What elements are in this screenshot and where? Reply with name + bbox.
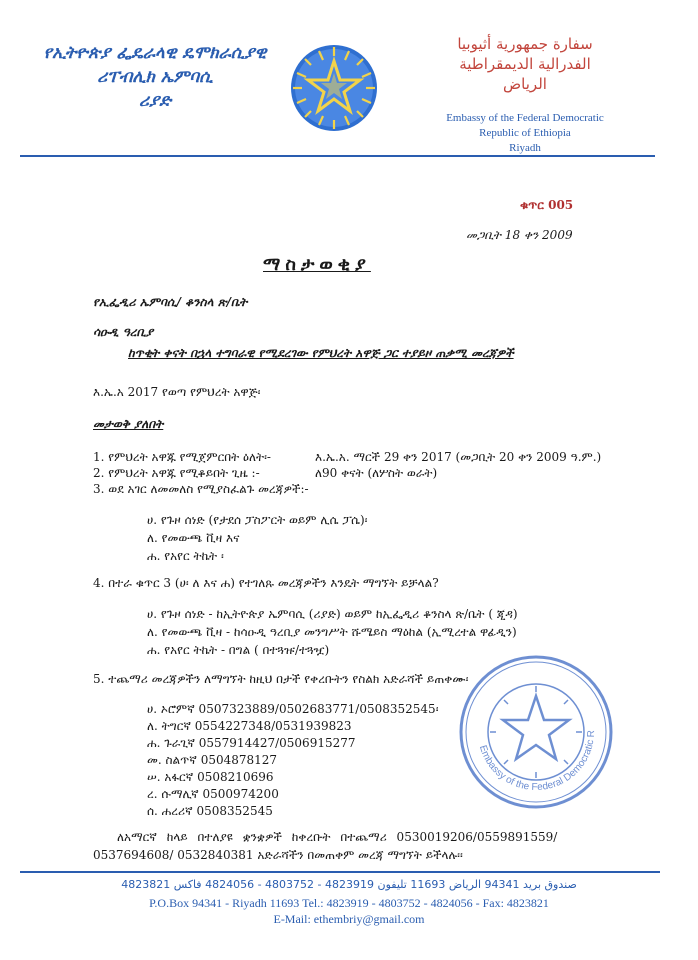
footer-english: P.O.Box 94341 - Riyadh 11693 Tel.: 4823919 - 4803752 - 4824056 - Fax: 4823821 [149, 896, 549, 910]
letterhead-arabic [420, 35, 630, 93]
section-heading: መታወቅ ያለበት [93, 417, 164, 431]
letterhead-arabic-line1: سفارة جمهورية أثيوبيا [457, 35, 593, 53]
closing-line2: 0537694608/ 0532840381 አድራሻችን በመጠቀም መረጃ ማግኘት ይችላሉ፡፡ [93, 848, 463, 862]
footer-email: E-Mail: ethembriy@gmail.com [273, 912, 425, 926]
list3-item-c: ሐ. የአየር ትኬት ፡ [147, 549, 224, 563]
phone-afar: ሠ. አፋርኛ 0508210696 [147, 770, 274, 784]
letterhead-english-line3: Riyadh [509, 142, 541, 154]
address-line2: ሳዑዲ ዓረቢያ [93, 325, 154, 339]
address-line1: የኢፌዲሪ ኤምባሲ/ ቆንስላ ጽ/ቤት [93, 295, 248, 309]
header-rule [20, 155, 655, 157]
embassy-stamp-icon [456, 652, 616, 812]
ethiopian-star-emblem-icon [289, 43, 379, 133]
list3-item-a: ሀ. የጉዞ ሰነድ (የታደሰ ፓስፖርት ወይም ሊሴ ፓሴ)፡ [147, 513, 368, 527]
phone-siltigna: መ. ስልጥኛ 0504878127 [147, 753, 278, 767]
item-1-value: እ.ኤ.አ. ማርች 29 ቀን 2017 (መጋቢት 20 ቀን 2009 ዓ.ም.) [315, 450, 602, 464]
stamp-text: Embassy of the Federal Democratic R [476, 729, 598, 794]
svg-text:Embassy of the Federal Democra [456, 652, 597, 793]
question-4: 4. በተራ ቁጥር 3 (ሀ፡ ለ እና ሐ) የተገለጹ መረጃዎችን እንዴት ማግኘት ይቻላል? [93, 576, 439, 590]
list4-item-a: ሀ. የጉዞ ሰነድ - ከኢትዮጵያ ኤምባሲ (ሪያድ) ወይም ከኢፌዲሪ ቆንስላ ጽ/ቤት ( ጂዳ) [147, 607, 518, 621]
reference-number: ቁጥር 005 [520, 198, 574, 212]
phone-harari: ሰ. ሐረሪኛ 0508352545 [147, 804, 273, 818]
phone-guragigna: ሐ. ጉራጊኛ 0557914427/0506915277 [147, 736, 356, 750]
list3-item-b: ለ. የመውጫ ቪዛ እና [147, 531, 240, 545]
letterhead-english [420, 111, 630, 156]
letterhead-amharic-line1: የኢትዮጵያ ፌዴራላዊ ዴሞክራሲያዊ [43, 43, 267, 63]
letterhead-arabic-line2: الفدرالية الديمقراطية [459, 55, 591, 73]
closing-line1: ለአማርኛ ከላይ በተለያዩ ቋንቋዎች ከቀረቡት በተጨማሪ 0530019206/0559891559/ [117, 830, 558, 844]
letterhead-amharic-line3: ሪያድ [139, 91, 171, 111]
letterhead-amharic-line2: ሪፐብሊክ ኤምባሲ [97, 67, 213, 87]
letter-date: መጋቢት 18 ቀን 2009 [466, 228, 573, 242]
phone-tigrinya: ለ. ትግርኛ 0554227348/0531939823 [147, 719, 352, 733]
letterhead-english-line1: Embassy of the Federal Democratic [446, 112, 604, 124]
list4-item-c: ሐ. የአየር ትኬት - በግል ( በተጓዡ/ተጓዧ) [147, 643, 330, 657]
item-2-label: 2. የምህረት አዋጁ የሚቆይበት ጊዜ :- [93, 466, 260, 480]
list4-item-b: ለ. የመውጫ ቪዛ - ከሳዑዲ ዓረቢያ መንግሥት ሹሜይስ ማዕከል (ኢሚረተል ዋፊዲን) [147, 625, 517, 639]
footer-arabic: صندوق بريد 94341 الرياض 11693 تليفون 4823919 - 4803752 - 4824056 فاكس 4823821 [121, 878, 577, 891]
item-1-label: 1. የምህረት አዋጁ የሚጀምርበት ዕለት፡- [93, 450, 271, 464]
footer-rule [20, 871, 660, 873]
phone-oromo: ሀ. ኦሮምኛ 0507323889/0502683771/0508352545፡ [147, 702, 439, 716]
letterhead-english-line2: Republic of Ethiopia [479, 127, 571, 139]
intro-line: እ.ኤ.አ 2017 የወጣ የምህረት አዋጅ፡ [93, 385, 261, 399]
document-title: ማስታወቂያ [263, 254, 371, 275]
item-3-label: 3. ወደ አገር ለመመለስ የሚያስፈልጉ መረጃዎች:- [93, 482, 309, 496]
subject-line: ከጥቂት ቀናት በኋላ ተግባራዊ የሚደረገው የምህረት አዋጅ ጋር ተያይዞ ጠቃሚ መረጃዎች [128, 346, 514, 360]
letterhead-arabic-line3: الرياض [503, 75, 547, 93]
item-2-value: ለ90 ቀናት (ለሦስት ወራት) [315, 466, 438, 480]
letterhead-amharic [20, 43, 290, 111]
question-5: 5. ተጨማሪ መረጃዎችን ለማግኘት ከዚህ በታች የቀረቡትን የስልክ አድራሻች ይጠቀሙ፡ [93, 672, 469, 686]
phone-somali: ረ. ሱማሊኛ 0500974200 [147, 787, 279, 801]
